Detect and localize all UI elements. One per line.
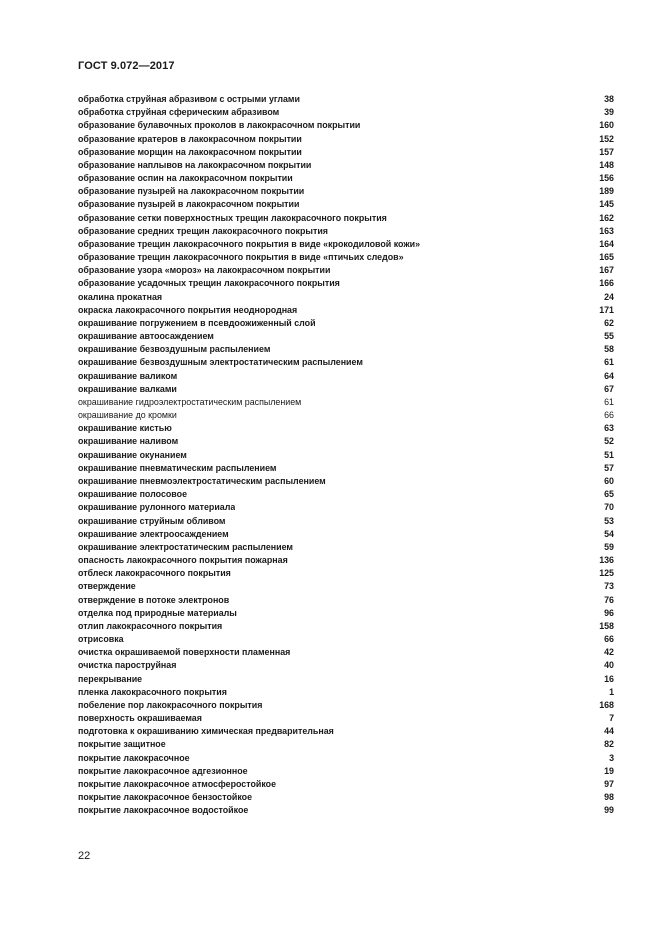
index-entry: [78, 778, 614, 791]
index-term: окрашивание окунанием: [78, 449, 187, 460]
index-page-number: 53: [604, 515, 614, 526]
index-page-number: 158: [599, 620, 614, 631]
index-entry: [78, 238, 614, 251]
index-page-number: 44: [604, 726, 614, 737]
index-entry: [78, 752, 614, 765]
page-number: 22: [78, 850, 91, 862]
index-term: поверхность окрашиваемая: [78, 713, 202, 724]
term-index-list: [78, 93, 614, 817]
index-page-number: 55: [604, 331, 614, 342]
index-term: образование кратеров в лакокрасочном покрытии: [78, 133, 302, 144]
index-page-number: 3: [609, 752, 614, 763]
index-page-number: 162: [599, 212, 614, 223]
index-entry: [78, 435, 614, 448]
index-entry: [78, 554, 614, 567]
index-page-number: 163: [599, 225, 614, 236]
index-term: образование пузырей в лакокрасочном покрытии: [78, 199, 300, 210]
index-entry: [78, 633, 614, 646]
index-page-number: 42: [604, 647, 614, 658]
index-entry: [78, 488, 614, 501]
index-term: окрашивание автоосаждением: [78, 331, 214, 342]
index-page-number: 51: [604, 449, 614, 460]
index-page-number: 60: [604, 475, 614, 486]
index-entry: [78, 291, 614, 304]
index-page-number: 39: [604, 107, 614, 118]
index-term: окрашивание безвоздушным электростатическим распылением: [78, 357, 363, 368]
index-page-number: 64: [604, 370, 614, 381]
index-entry: [78, 646, 614, 659]
index-term: окрашивание гидроэлектростатическим распылением: [78, 396, 302, 407]
index-term: отверждение: [78, 581, 136, 592]
index-term: отблеск лакокрасочного покрытия: [78, 568, 231, 579]
index-page-number: 136: [599, 555, 614, 566]
index-page-number: 145: [599, 199, 614, 210]
index-page-number: 16: [604, 673, 614, 684]
index-entry: [78, 515, 614, 528]
document-header: ГОСТ 9.072—2017: [78, 60, 175, 72]
index-term: окрашивание электроосаждением: [78, 528, 229, 539]
index-entry: [78, 212, 614, 225]
index-page-number: 99: [604, 805, 614, 816]
index-entry: [78, 264, 614, 277]
index-entry: [78, 304, 614, 317]
index-page-number: 160: [599, 120, 614, 131]
index-page-number: 62: [604, 317, 614, 328]
index-term: обработка струйная абразивом с острыми углами: [78, 94, 300, 104]
index-page-number: 7: [609, 713, 614, 724]
index-page-number: 82: [604, 739, 614, 750]
index-page-number: 157: [599, 146, 614, 157]
index-term: образование пузырей на лакокрасочном покрытии: [78, 186, 305, 197]
index-page-number: 1: [609, 686, 614, 697]
index-entry: [78, 422, 614, 435]
index-term: окрашивание безвоздушным распылением: [78, 344, 271, 355]
index-entry: [78, 343, 614, 356]
index-entry: [78, 699, 614, 712]
index-page-number: 96: [604, 607, 614, 618]
index-entry: [78, 673, 614, 686]
index-entry: [78, 738, 614, 751]
index-term: образование оспин на лакокрасочном покрытии: [78, 173, 293, 184]
index-page-number: 38: [604, 94, 614, 104]
index-entry: [78, 330, 614, 343]
index-term: образование узора «мороз» на лакокрасочном покрытии: [78, 265, 331, 276]
index-entry: [78, 146, 614, 159]
index-term: окрашивание струйным обливом: [78, 515, 226, 526]
index-term: побеление пор лакокрасочного покрытия: [78, 699, 263, 710]
index-term: покрытие лакокрасочное атмосферостойкое: [78, 778, 277, 789]
index-entry: [78, 93, 614, 106]
index-page-number: 59: [604, 541, 614, 552]
index-term: окалина прокатная: [78, 291, 163, 302]
index-term: окраска лакокрасочного покрытия неоднородная: [78, 304, 298, 315]
index-term: окрашивание электростатическим распылением: [78, 541, 293, 552]
index-entry: [78, 106, 614, 119]
index-term: образование средних трещин лакокрасочного покрытия: [78, 225, 328, 236]
index-entry: [78, 659, 614, 672]
index-term: покрытие лакокрасочное водостойкое: [78, 805, 249, 816]
index-entry: [78, 396, 614, 409]
index-entry: [78, 462, 614, 475]
index-page-number: 156: [599, 173, 614, 184]
index-term: очистка пароструйная: [78, 660, 177, 671]
index-page-number: 165: [599, 252, 614, 263]
index-entry: [78, 567, 614, 580]
index-term: окрашивание валками: [78, 383, 177, 394]
index-term: отверждение в потоке электронов: [78, 594, 230, 605]
index-entry: [78, 119, 614, 132]
index-entry: [78, 725, 614, 738]
index-page-number: 65: [604, 489, 614, 500]
index-page-number: 171: [599, 304, 614, 315]
index-page-number: 61: [604, 357, 614, 368]
index-entry: [78, 686, 614, 699]
index-term: окрашивание наливом: [78, 436, 179, 447]
index-entry: [78, 449, 614, 462]
index-term: окрашивание кистью: [78, 423, 172, 434]
index-page-number: 63: [604, 423, 614, 434]
index-term: обработка струйная сферическим абразивом: [78, 107, 280, 118]
index-page-number: 168: [599, 699, 614, 710]
index-term: окрашивание пневмоэлектростатическим распылением: [78, 475, 326, 486]
index-page-number: 189: [599, 186, 614, 197]
index-term: образование трещин лакокрасочного покрытия в виде «крокодиловой кожи»: [78, 238, 421, 249]
index-page-number: 19: [604, 765, 614, 776]
index-page-number: 54: [604, 528, 614, 539]
index-term: перекрывание: [78, 673, 143, 684]
index-page-number: 70: [604, 502, 614, 513]
index-page-number: 61: [604, 396, 614, 407]
index-term: образование трещин лакокрасочного покрытия в виде «птичьих следов»: [78, 252, 404, 263]
index-entry: [78, 356, 614, 369]
index-entry: [78, 528, 614, 541]
index-term: окрашивание погружением в псевдоожиженный слой: [78, 317, 316, 328]
index-entry: [78, 225, 614, 238]
index-term: окрашивание пневматическим распылением: [78, 462, 277, 473]
index-entry: [78, 791, 614, 804]
index-page-number: 98: [604, 792, 614, 803]
index-page-number: 164: [599, 238, 614, 249]
index-term: опасность лакокрасочного покрытия пожарная: [78, 555, 288, 566]
index-page-number: 57: [604, 462, 614, 473]
index-term: отлип лакокрасочного покрытия: [78, 620, 223, 631]
index-page-number: 58: [604, 344, 614, 355]
index-term: образование сетки поверхностных трещин лакокрасочного покрытия: [78, 212, 387, 223]
index-page-number: 67: [604, 383, 614, 394]
index-page-number: 66: [604, 410, 614, 421]
index-entry: [78, 251, 614, 264]
index-term: покрытие защитное: [78, 739, 166, 750]
index-entry: [78, 594, 614, 607]
index-term: покрытие лакокрасочное бензостойкое: [78, 792, 253, 803]
index-entry: [78, 501, 614, 514]
index-entry: [78, 277, 614, 290]
index-entry: [78, 541, 614, 554]
index-page-number: 73: [604, 581, 614, 592]
index-entry: [78, 765, 614, 778]
index-term: окрашивание полосовое: [78, 489, 188, 500]
index-entry: [78, 804, 614, 817]
index-term: образование морщин на лакокрасочном покрытии: [78, 146, 302, 157]
index-page-number: 76: [604, 594, 614, 605]
index-term: подготовка к окрашиванию химическая предварительная: [78, 726, 334, 737]
index-entry: [78, 159, 614, 172]
index-entry: [78, 133, 614, 146]
index-entry: [78, 370, 614, 383]
index-page-number: 52: [604, 436, 614, 447]
index-term: отделка под природные материалы: [78, 607, 237, 618]
index-entry: [78, 475, 614, 488]
index-term: очистка окрашиваемой поверхности пламенная: [78, 647, 291, 658]
index-page-number: 152: [599, 133, 614, 144]
index-page-number: 148: [599, 159, 614, 170]
index-entry: [78, 712, 614, 725]
index-term: окрашивание валиком: [78, 370, 178, 381]
index-term: образование наплывов на лакокрасочном покрытии: [78, 159, 312, 170]
index-term: окрашивание до кромки: [78, 410, 177, 421]
index-entry: [78, 383, 614, 396]
index-entry: [78, 580, 614, 593]
index-term: отрисовка: [78, 634, 124, 645]
index-term: образование булавочных проколов в лакокрасочном покрытии: [78, 120, 361, 131]
index-entry: [78, 185, 614, 198]
index-page-number: 166: [599, 278, 614, 289]
index-entry: [78, 409, 614, 422]
index-term: образование усадочных трещин лакокрасочного покрытия: [78, 278, 340, 289]
index-page-number: 97: [604, 778, 614, 789]
index-entry: [78, 607, 614, 620]
index-entry: [78, 317, 614, 330]
index-page-number: 66: [604, 634, 614, 645]
index-term: пленка лакокрасочного покрытия: [78, 686, 227, 697]
index-entry: [78, 620, 614, 633]
index-page-number: 167: [599, 265, 614, 276]
index-page-number: 125: [599, 568, 614, 579]
index-term: покрытие лакокрасочное: [78, 752, 190, 763]
index-entry: [78, 172, 614, 185]
index-term: покрытие лакокрасочное адгезионное: [78, 765, 248, 776]
index-entry: [78, 198, 614, 211]
index-page-number: 40: [604, 660, 614, 671]
index-term: окрашивание рулонного материала: [78, 502, 236, 513]
index-page-number: 24: [604, 291, 614, 302]
